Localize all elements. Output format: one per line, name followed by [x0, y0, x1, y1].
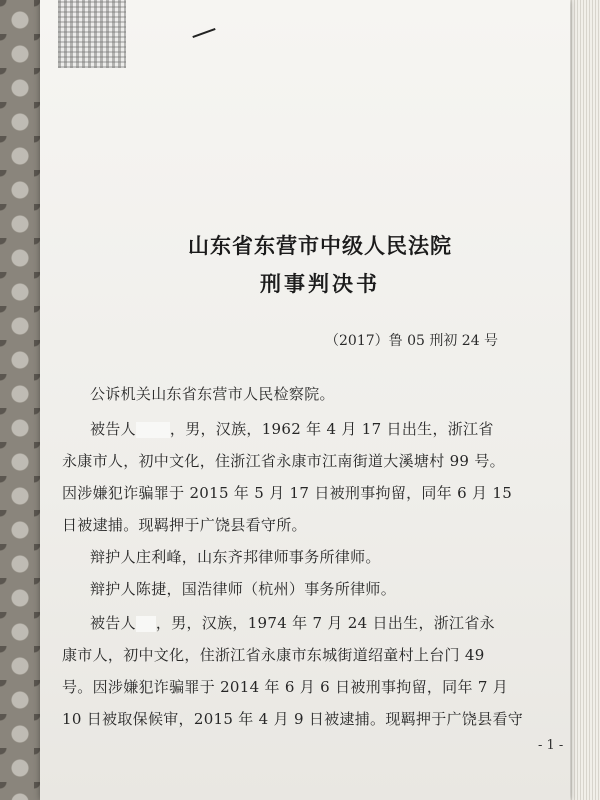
defendant2-line-2: 康市人，初中文化，住浙江省永康市东城街道绍童村上台门 49	[62, 646, 485, 664]
defense-counsel-2: 辩护人陈捷，国浩律师（杭州）事务所律师。	[90, 580, 397, 598]
page-number: - 1 -	[538, 738, 564, 753]
defendant2-label: 被告人	[90, 614, 136, 632]
defendant2-details: ，男，汉族，1974 年 7 月 24 日出生，浙江省永	[155, 614, 495, 632]
defendant1-details: ，男，汉族，1962 年 4 月 17 日出生，浙江省	[169, 420, 494, 438]
redacted-name	[136, 422, 170, 438]
court-title: 山东省东营市中级人民法院	[188, 233, 452, 258]
defendant2-line-4: 10 日被取保候审，2015 年 4 月 9 日被逮捕。现羁押于广饶县看守	[62, 710, 524, 728]
defendant1-line-4: 日被逮捕。现羁押于广饶县看守所。	[62, 516, 307, 534]
defendant2-line-3: 号。因涉嫌犯诈骗罪于 2014 年 6 月 6 日被刑事拘留，同年 7 月	[62, 678, 509, 696]
defendant2-line-1	[90, 612, 495, 633]
defendant1-line-1	[90, 418, 494, 439]
case-number: （2017）鲁 05 刑初 24 号	[325, 333, 499, 349]
defense-counsel-1: 辩护人庄利峰，山东齐邦律师事务所律师。	[90, 548, 381, 566]
pen-mark	[192, 28, 215, 38]
defendant1-line-3: 因涉嫌犯诈骗罪于 2015 年 5 月 17 日被刑事拘留，同年 6 月 15	[62, 484, 513, 502]
defendant1-line-2: 永康市人，初中文化，住浙江省永康市江南街道大溪塘村 99 号。	[62, 452, 505, 470]
defendant1-label: 被告人	[90, 420, 136, 438]
document-type-title: 刑事判决书	[260, 271, 380, 296]
redacted-name	[136, 616, 156, 632]
prosecutor-line: 公诉机关山东省东营市人民检察院。	[90, 385, 335, 403]
document-page	[40, 0, 570, 800]
qr-code-icon	[58, 0, 126, 68]
